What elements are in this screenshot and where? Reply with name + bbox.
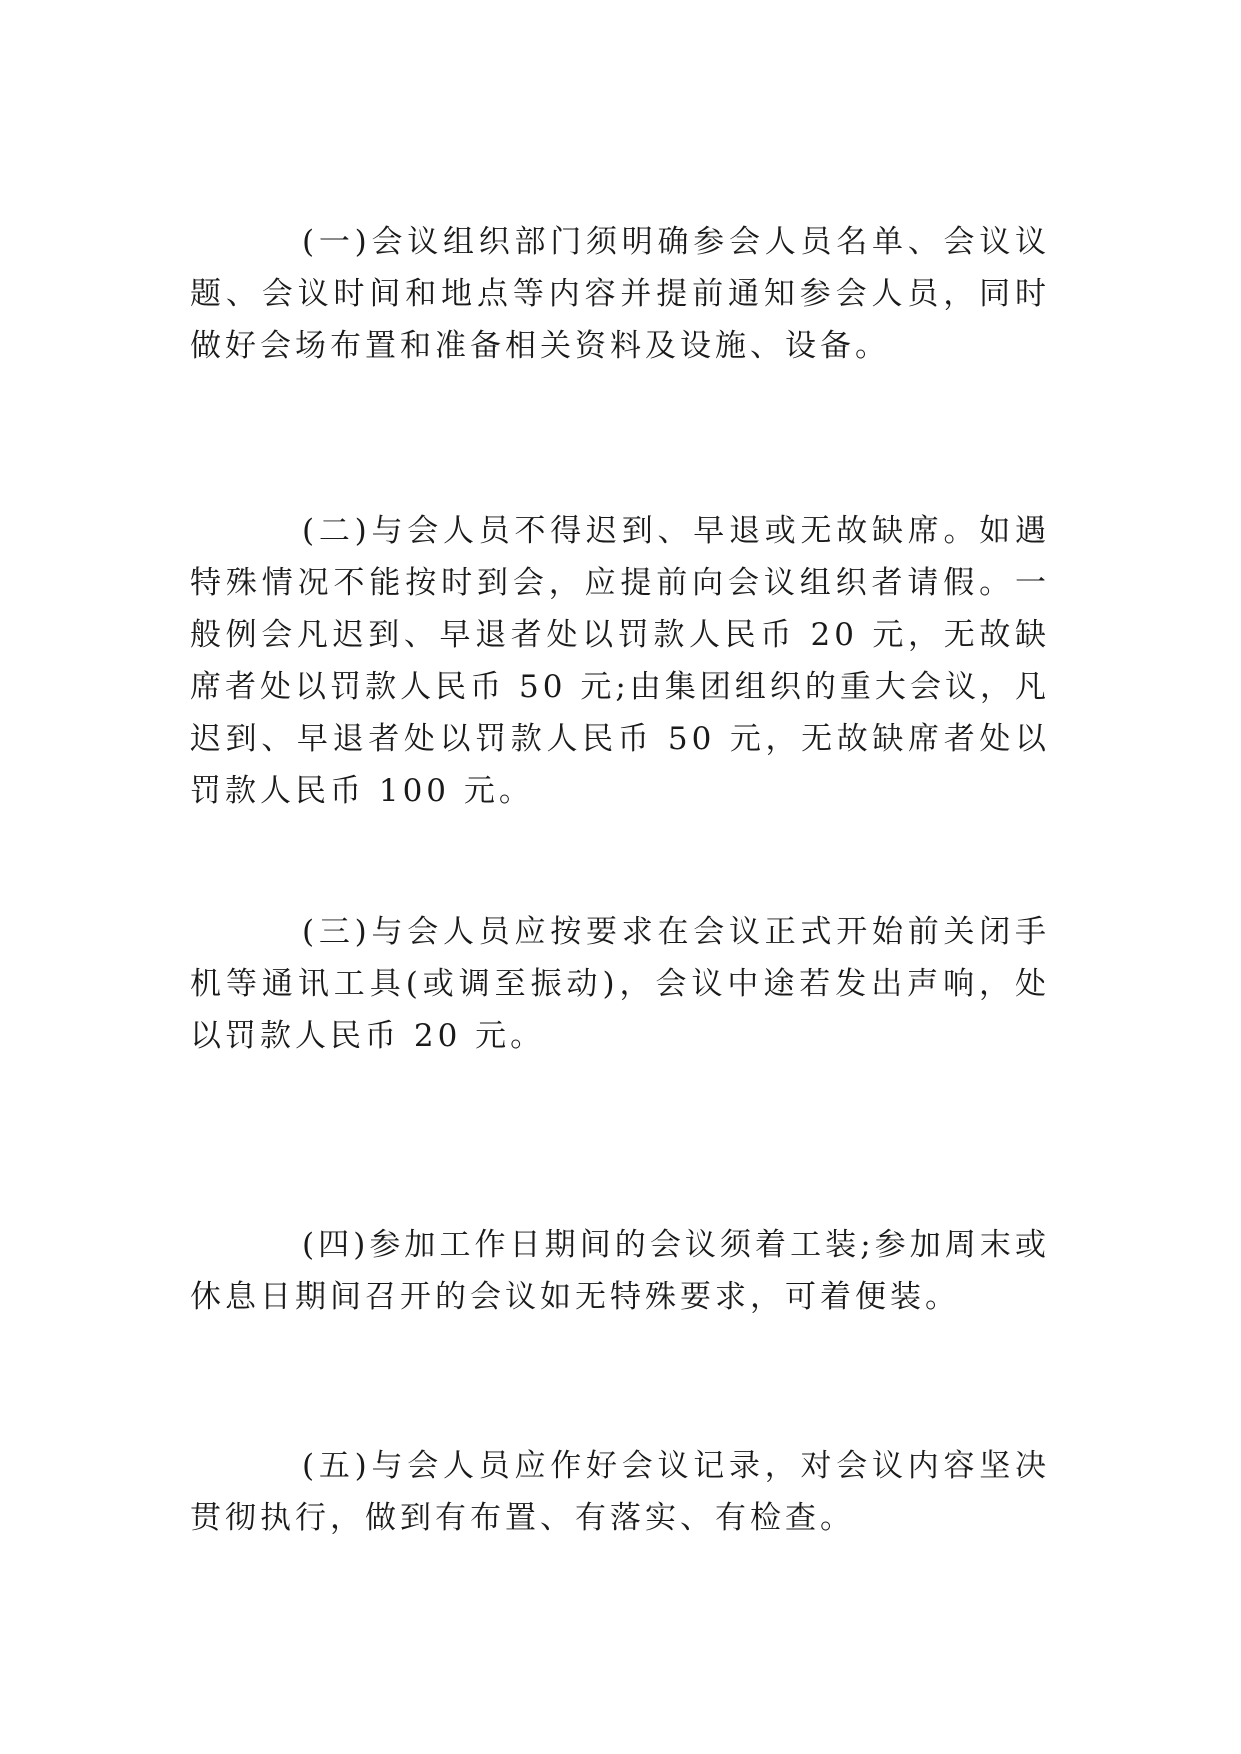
paragraph-1: (一)会议组织部门须明确参会人员名单、会议议题、会议时间和地点等内容并提前通知参会人员，同时做好会场布置和准备相关资料及设施、设备。 bbox=[190, 224, 1050, 364]
paragraph-5: (五)与会人员应作好会议记录，对会议内容坚决贯彻执行，做到有布置、有落实、有检查。 bbox=[190, 1448, 1050, 1536]
paragraph-4: (四)参加工作日期间的会议须着工装;参加周末或休息日期间召开的会议如无特殊要求，可着便装。 bbox=[190, 1227, 1050, 1315]
paragraph-2: (二)与会人员不得迟到、早退或无故缺席。如遇特殊情况不能按时到会，应提前向会议组织者请假。一般例会凡迟到、早退者处以罚款人民币 20 元，无故缺席者处以罚款人民币 50 元;由集团组织的重大会议，凡迟到、早退者处以罚款人民币 50 元，无故缺席者处以罚款人民币 100 元。 bbox=[190, 513, 1050, 809]
paragraph-3: (三)与会人员应按要求在会议正式开始前关闭手机等通讯工具(或调至振动)，会议中途若发出声响，处以罚款人民币 20 元。 bbox=[190, 914, 1050, 1054]
